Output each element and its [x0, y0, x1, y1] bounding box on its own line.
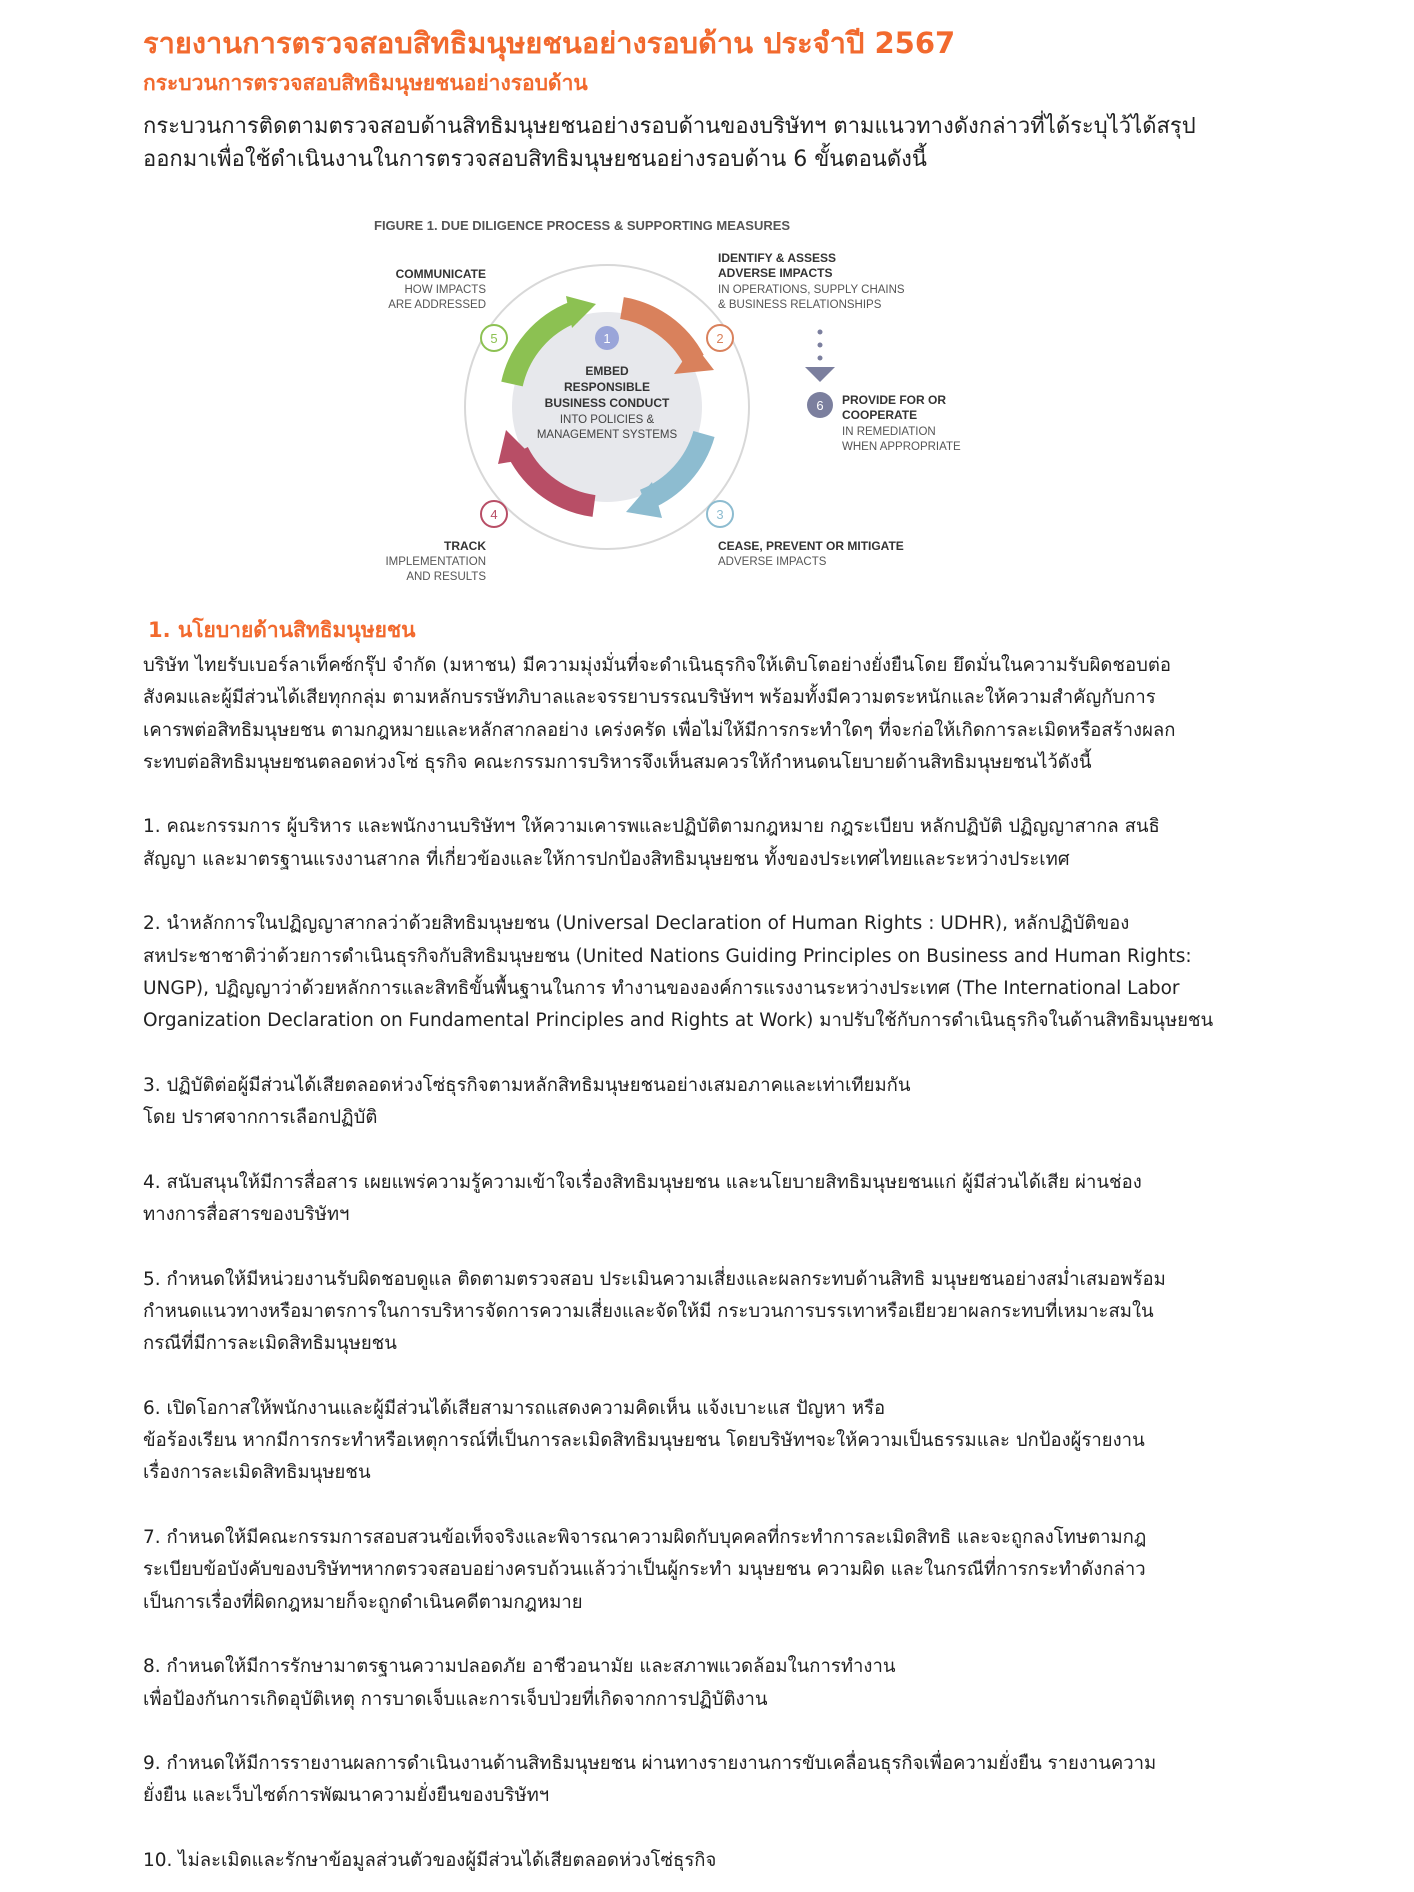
policy-text-line: 1. คณะกรรมการ ผู้บริหาร และพนักงานบริษัทฯ ให้ความเคารพและปฏิบัติตามกฎหมาย กฎระเบียบ หลักปฏิบัติ ปฏิญญาสากล สนธิ [143, 816, 1160, 838]
policy-text-line: กำหนดแนวทางหรือมาตรการในการบริหารจัดการความเสี่ยงและจัดให้มี กระบวนการบรรเทาหรือเยียวยาผลกระทบที่เหมาะสมใน [143, 1300, 1154, 1322]
policy-body [143, 650, 1313, 1877]
intro-line: ออกมาเพื่อใช้ดำเนินงานในการตรวจสอบสิทธิมนุษยชนอย่างรอบด้าน 6 ขั้นตอนดังนี้ [143, 147, 927, 172]
center-label: RESPONSIBLE [563, 380, 651, 394]
center-label: BUSINESS CONDUCT [544, 396, 670, 410]
step-2-number: 2 [716, 331, 724, 346]
center-label: EMBED [585, 364, 629, 378]
figure-title: FIGURE 1. DUE DILIGENCE PROCESS & SUPPORTING MEASURES [374, 218, 791, 233]
connector-dot [818, 330, 823, 335]
policy-text-line: 8. กำหนดให้มีการรักษามาตรฐานความปลอดภัย อาชีวอนามัย และสภาพแวดล้อมในการทำงาน [143, 1656, 896, 1678]
step-2-sublabel: IN OPERATIONS, SUPPLY CHAINS [718, 284, 905, 296]
policy-text-line: ทางการสื่อสารของบริษัทฯ [143, 1204, 350, 1226]
step-2-label: IDENTIFY & ASSESS [718, 251, 837, 265]
connector-dot [818, 356, 823, 361]
policy-text-line: เคารพต่อสิทธิมนุษยชน ตามกฎหมายและหลักสากลอย่าง เคร่งครัด เพื่อไม่ให้มีการกระทำใดๆ ที่จะก่อให้เกิดการละเมิดหรือสร้างผลก [143, 719, 1176, 741]
report-title: รายงานการตรวจสอบสิทธิมนุษยชนอย่างรอบด้าน ประจำปี 2567 [143, 26, 956, 60]
policy-text-line: เรื่องการละเมิดสิทธิมนุษยชน [143, 1462, 371, 1484]
paragraph-gap [143, 1361, 1313, 1393]
policy-section-title: 1. นโยบายด้านสิทธิมนุษยชน [148, 618, 416, 642]
step-5-label: COMMUNICATE [395, 267, 486, 281]
policy-text-line: UNGP), ปฏิญญาว่าด้วยหลักการและสิทธิขั้นพื้นฐานในการ ทำงานขององค์การแรงงานระหว่างประเทศ (The International Labor [143, 977, 1180, 999]
policy-text-line: ยั่งยืน และเว็บไซต์การพัฒนาความยั่งยืนของบริษัทฯ [143, 1785, 550, 1807]
step-1-number: 1 [603, 331, 611, 346]
step-6-number: 6 [816, 398, 824, 413]
step-4-number: 4 [490, 507, 498, 522]
center-sublabel: INTO POLICIES & [559, 414, 655, 426]
step-3-label: CEASE, PREVENT OR MITIGATE [718, 539, 904, 553]
connector-dot [818, 343, 823, 348]
policy-text-line: 4. สนับสนุนให้มีการสื่อสาร เผยแพร่ความรู้ความเข้าใจเรื่องสิทธิมนุษยชน และนโยบายสิทธิมนุษยชนแก่ ผู้มีส่วนได้เสีย ผ่านช่อง [143, 1171, 1142, 1193]
paragraph-gap [143, 1134, 1313, 1166]
step-5-number: 5 [490, 331, 498, 346]
paragraph-gap [143, 876, 1313, 908]
intro-paragraph [143, 110, 1293, 176]
step-3-sublabel: ADVERSE IMPACTS [718, 556, 827, 568]
policy-text-line: Organization Declaration on Fundamental Principles and Rights at Work) มาปรับใช้กับการดำเนินธุรกิจในด้านสิทธิมนุษยชน [143, 1010, 1214, 1032]
center-sublabel: MANAGEMENT SYSTEMS [536, 429, 678, 441]
step-6-sublabel: WHEN APPROPRIATE [842, 441, 961, 453]
policy-text-line: 7. กำหนดให้มีคณะกรรมการสอบสวนข้อเท็จจริงและพิจารณาความผิดกับบุคคลที่กระทำการละเมิดสิทธิ และจะถูกลงโทษตามกฎ [143, 1527, 1147, 1549]
policy-text-line: สหประชาชาติว่าด้วยการดำเนินธุรกิจกับสิทธิมนุษยชน (United Nations Guiding Principles on Business and Human Rights: [143, 945, 1192, 967]
due-diligence-figure [374, 212, 974, 592]
policy-text-line: 9. กำหนดให้มีการรายงานผลการดำเนินงานด้านสิทธิมนุษยชน ผ่านทางรายงานการขับเคลื่อนธุรกิจเพื่อความยั่งยืน รายงานความ [143, 1753, 1157, 1775]
step-4-sublabel: AND RESULTS [406, 571, 486, 583]
step-6-label: PROVIDE FOR OR [842, 393, 947, 407]
step-4-sublabel: IMPLEMENTATION [385, 556, 486, 568]
paragraph-gap [143, 1619, 1313, 1651]
paragraph-gap [143, 779, 1313, 811]
paragraph-gap [143, 1038, 1313, 1070]
policy-text-line: โดย ปราศจากการเลือกปฏิบัติ [143, 1107, 378, 1129]
paragraph-gap [143, 1716, 1313, 1748]
paragraph-gap [143, 1231, 1313, 1263]
policy-text-line: สัญญา และมาตรฐานแรงงานสากล ที่เกี่ยวข้องและให้การปกป้องสิทธิมนุษยชน ทั้งของประเทศไทยและระหว่างประเทศ [143, 848, 1070, 870]
report-subtitle: กระบวนการตรวจสอบสิทธิมนุษยชนอย่างรอบด้าน [143, 71, 588, 95]
policy-text-line: ข้อร้องเรียน หากมีการกระทำหรือเหตุการณ์ที่เป็นการละเมิดสิทธิมนุษยชน โดยบริษัทฯจะให้ความเป็นธรรมและ ปกป้องผู้รายงาน [143, 1430, 1145, 1452]
policy-text-line: 5. กำหนดให้มีหน่วยงานรับผิดชอบดูแล ติดตามตรวจสอบ ประเมินความเสี่ยงและผลกระทบด้านสิทธิ มนุษยชนอย่างสม่ำเสมอพร้อม [143, 1268, 1166, 1290]
policy-text-line: 2. นำหลักการในปฏิญญาสากลว่าด้วยสิทธิมนุษยชน (Universal Declaration of Human Rights : UDHR), หลักปฏิบัติของ [143, 913, 1130, 935]
paragraph-gap [143, 1490, 1313, 1522]
due-diligence-diagram [374, 212, 974, 592]
step-3-number: 3 [716, 507, 724, 522]
policy-text-line: ระเบียบข้อบังคับของบริษัทฯหากตรวจสอบอย่างครบถ้วนแล้วว่าเป็นผู้กระทำ มนุษยชน ความผิด และในกรณีที่การกระทำดังกล่าว [143, 1559, 1146, 1581]
policy-text-line: 6. เปิดโอกาสให้พนักงานและผู้มีส่วนได้เสียสามารถแสดงความคิดเห็น แจ้งเบาะแส ปัญหา หรือ [143, 1397, 886, 1419]
intro-line: กระบวนการติดตามตรวจสอบด้านสิทธิมนุษยชนอย่างรอบด้านของบริษัทฯ ตามแนวทางดังกล่าวที่ได้ระบุไว้ได้สรุป [143, 114, 1196, 139]
policy-text-line: บริษัท ไทยรับเบอร์ลาเท็คซ์กรุ๊ป จำกัด (มหาชน) มีความมุ่งมั่นที่จะดำเนินธุรกิจให้เติบโตอย่างยั่งยืนโดย ยึดมั่นในความรับผิดชอบต่อ [143, 655, 1171, 676]
policy-text-line: สังคมและผู้มีส่วนได้เสียทุกกลุ่ม ตามหลักบรรษัทภิบาลและจรรยาบรรณบริษัทฯ พร้อมทั้งมีความตระหนักและให้ความสำคัญกับการ [143, 687, 1156, 709]
step-6-label: COOPERATE [842, 408, 918, 422]
step-5-sublabel: ARE ADDRESSED [388, 299, 486, 311]
connector-arrowhead [805, 367, 835, 382]
paragraph-gap [143, 1813, 1313, 1845]
step-2-sublabel: & BUSINESS RELATIONSHIPS [718, 299, 882, 311]
policy-text-line: 10. ไม่ละเมิดและรักษาข้อมูลส่วนตัวของผู้มีส่วนได้เสียตลอดห่วงโซ่ธุรกิจ [143, 1849, 717, 1871]
policy-text-line: กรณีที่มีการละเมิดสิทธิมนุษยชน [143, 1333, 397, 1355]
step-5-sublabel: HOW IMPACTS [404, 284, 486, 296]
step-2-label: ADVERSE IMPACTS [718, 266, 833, 280]
step-6-sublabel: IN REMEDIATION [842, 426, 936, 438]
step-4-label: TRACK [444, 539, 486, 553]
policy-text-line: 3. ปฏิบัติต่อผู้มีส่วนได้เสียตลอดห่วงโซ่ธุรกิจตามหลักสิทธิมนุษยชนอย่างเสมอภาคและเท่าเทียมกัน [143, 1074, 911, 1096]
policy-text-line: เป็นการเรื่องที่ผิดกฎหมายก็จะถูกดำเนินคดีตามกฎหมาย [143, 1591, 583, 1613]
policy-text-line: เพื่อป้องกันการเกิดอุบัติเหตุ การบาดเจ็บและการเจ็บป่วยที่เกิดจากการปฏิบัติงาน [143, 1688, 768, 1710]
policy-text-line: ระทบต่อสิทธิมนุษยชนตลอดห่วงโซ่ ธุรกิจ คณะกรรมการบริหารจึงเห็นสมควรให้กำหนดนโยบายด้านสิทธิมนุษยชนไว้ดังนี้ [143, 751, 1092, 773]
